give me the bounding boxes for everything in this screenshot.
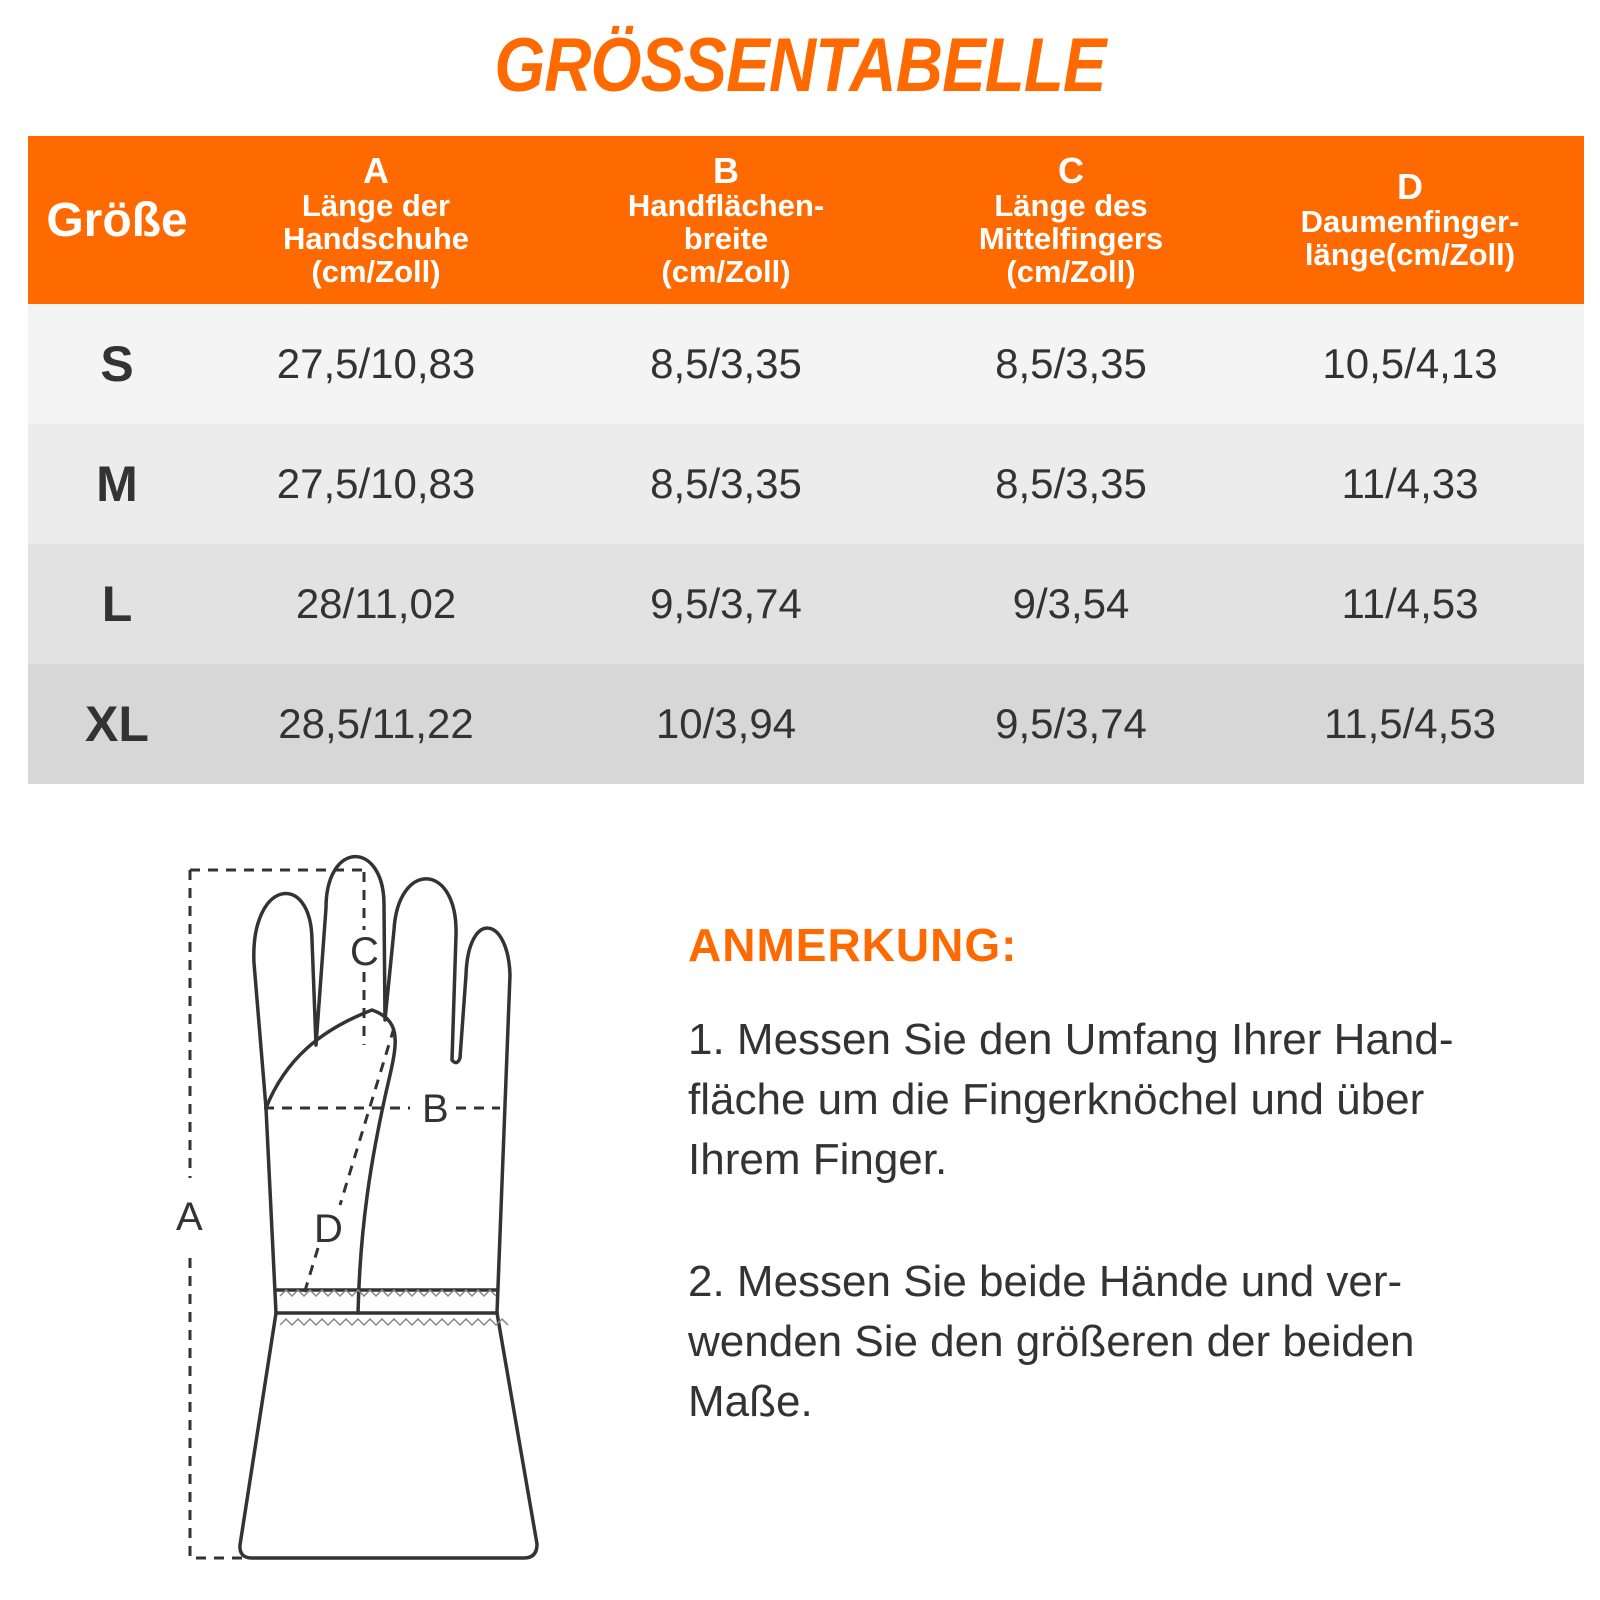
header-a-line: Handschuhe — [282, 220, 470, 256]
cell-b: 10/3,94 — [655, 700, 797, 747]
cell-d: 11/4,53 — [1341, 580, 1479, 627]
cell-size: M — [96, 456, 138, 512]
header-c-line: Länge des — [994, 187, 1148, 223]
header-a-line: (cm/Zoll) — [311, 253, 441, 289]
cell-c: 9,5/3,74 — [995, 700, 1147, 747]
header-d — [1236, 136, 1584, 304]
header-c-letter: C — [1058, 149, 1084, 191]
table-row — [28, 664, 1584, 784]
header-c-line: Mittelfingers — [978, 220, 1164, 256]
header-c — [906, 136, 1236, 304]
header-d-line: Daumenfinger- — [1300, 204, 1520, 239]
label-a: A — [176, 1195, 203, 1239]
header-b — [546, 136, 906, 304]
cuff-stitching — [280, 1290, 508, 1325]
cell-b: 8,5/3,35 — [650, 340, 802, 387]
cell-size: S — [100, 336, 134, 392]
header-a-letter: A — [363, 149, 389, 191]
table-row — [28, 544, 1584, 664]
cell-b: 8,5/3,35 — [650, 460, 802, 507]
note-title: ANMERKUNG: — [688, 919, 1018, 971]
cell-size: L — [101, 576, 133, 632]
table-row — [28, 424, 1584, 544]
size-table — [28, 136, 1584, 784]
header-b-letter: B — [713, 149, 739, 191]
cell-c: 9/3,54 — [1012, 580, 1130, 627]
cell-size: XL — [85, 696, 149, 752]
cell-c: 8,5/3,35 — [995, 460, 1147, 507]
cell-a: 28/11,02 — [295, 580, 457, 627]
page-title: GRÖSSENTABELLE — [494, 23, 1106, 108]
label-c: C — [350, 930, 379, 974]
header-a — [206, 136, 546, 304]
label-d: D — [314, 1207, 343, 1251]
header-a-line: Länge der — [301, 187, 451, 223]
header-d-line: länge(cm/Zoll) — [1304, 237, 1516, 272]
header-b-line: Handflächen- — [627, 187, 825, 223]
header-c-line: (cm/Zoll) — [1006, 253, 1136, 289]
cell-d: 11/4,33 — [1341, 460, 1479, 507]
cell-d: 11,5/4,53 — [1323, 700, 1497, 747]
cell-a: 27,5/10,83 — [276, 340, 476, 387]
note-item-2: 2. Messen Sie beide Hände und ver- wenden Sie den größeren der beiden Maße. — [688, 1257, 1415, 1426]
header-size: Größe — [46, 193, 188, 247]
note-item-1: 1. Messen Sie den Umfang Ihrer Hand- fläche um die Fingerknöchel und über Ihrem Finger. — [688, 1015, 1454, 1184]
table-header — [28, 136, 1584, 304]
cell-d: 10,5/4,13 — [1322, 340, 1498, 387]
cell-a: 28,5/11,22 — [278, 700, 474, 747]
glove-outline — [240, 857, 537, 1558]
table-row — [28, 304, 1584, 424]
header-b-line: (cm/Zoll) — [661, 253, 791, 289]
cell-b: 9,5/3,74 — [650, 580, 802, 627]
header-d-letter: D — [1397, 166, 1423, 207]
cell-c: 8,5/3,35 — [995, 340, 1147, 387]
label-b: B — [422, 1087, 449, 1131]
cell-a: 27,5/10,83 — [276, 460, 476, 507]
header-b-line: breite — [683, 220, 769, 256]
glove-diagram — [160, 850, 560, 1570]
